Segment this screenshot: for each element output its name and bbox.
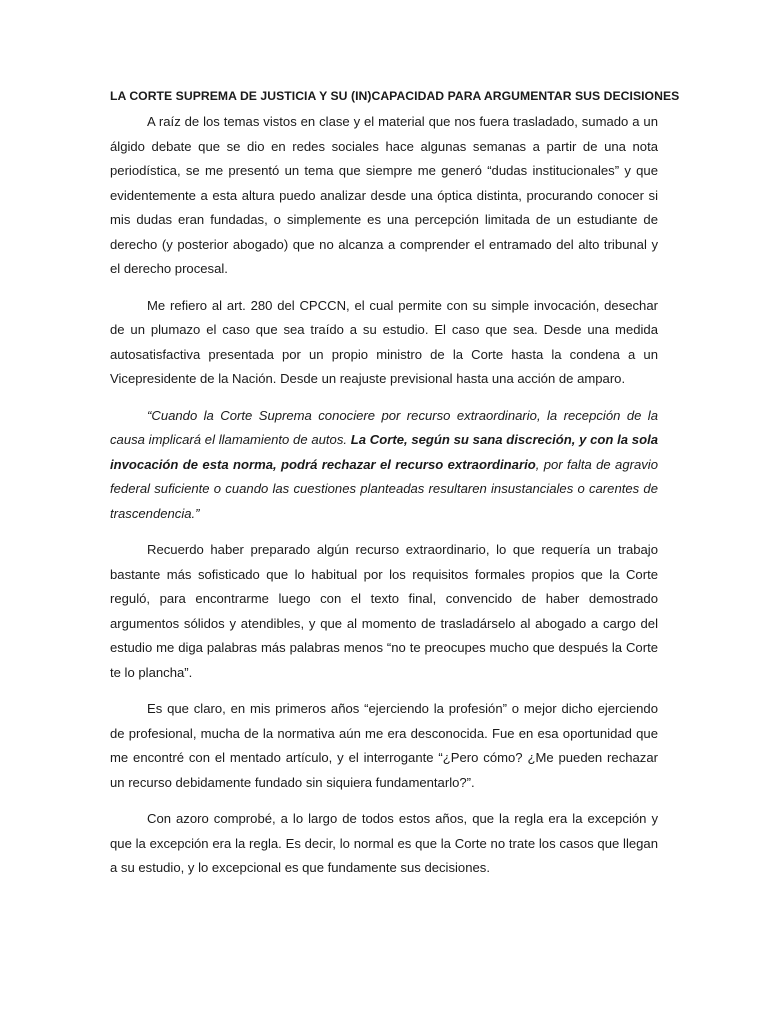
document-title: LA CORTE SUPREMA DE JUSTICIA Y SU (IN)CAPACIDAD PARA ARGUMENTAR SUS DECISIONES: [110, 89, 680, 103]
quoted-article-text: [110, 404, 658, 527]
quote-bold-part: La Corte, según su sana discreción, y con la sola invocación de esta norma, podrá rechazar el recurso extraordinario: [110, 432, 658, 472]
quote-part-1: “Cuando la Corte Suprema conociere por recurso extraordinario, la recepción de la causa implicará el llamamiento de autos.: [110, 407, 658, 447]
paragraph-intro: A raíz de los temas vistos en clase y el material que nos fuera trasladado, sumado a un álgido debate que se dio en redes sociales hace algunas semanas a partir de una nota periodística, se me presentó un tema que siempre me generó “dudas institucionales” y que evidentemente a esta altura puedo analizar desde una óptica distinta, procurando conocer si mis dudas eran fundadas, o simplemente es una percepción limitada de un estudiante de derecho (y posterior abogado) que no alcanza a comprender el entramado del alto tribunal y el derecho procesal.: [110, 114, 658, 276]
paragraph-recurso: Recuerdo haber preparado algún recurso extraordinario, lo que requería un trabajo bastante más sofisticado que lo habitual por los requisitos formales propios que la Corte reguló, para encontrarme luego con el texto final, convencido de haber demostrado argumentos sólidos y atendibles, y que al momento de trasladárselo al abogado a cargo del estudio me diga palabras más palabras menos “no te preocupes mucho que después la Corte te lo plancha”.: [110, 542, 658, 680]
paragraph-conclusion: Con azoro comprobé, a lo largo de todos estos años, que la regla era la excepción y que la excepción era la regla. Es decir, lo normal es que la Corte no trate los casos que llegan a su estudio, y lo excepcional es que fundamente sus decisiones.: [110, 811, 658, 875]
quote-part-2: , por falta de agravio federal suficiente o cuando las cuestiones planteadas resultaren insustanciales o carentes de trascendencia.”: [110, 456, 658, 521]
paragraph-art-280: Me refiero al art. 280 del CPCCN, el cual permite con su simple invocación, desechar de un plumazo el caso que sea traído a su estudio. El caso que sea. Desde una medida autosatisfactiva presentada por un propio ministro de la Corte hasta la condena a un Vicepresidente de la Nación. Desde un reajuste previsional hasta una acción de amparo.: [110, 297, 658, 386]
paragraph-primeros-anos: Es que claro, en mis primeros años “ejerciendo la profesión” o mejor dicho ejerciendo de profesional, mucha de la normativa aún me era desconocida. Fue en esa oportunidad que me encontré con el mentado artículo, y el interrogante “¿Pero cómo? ¿Me pueden rechazar un recurso debidamente fundado sin siquiera fundamentarlo?”.: [110, 701, 658, 790]
document-body: [110, 84, 680, 881]
